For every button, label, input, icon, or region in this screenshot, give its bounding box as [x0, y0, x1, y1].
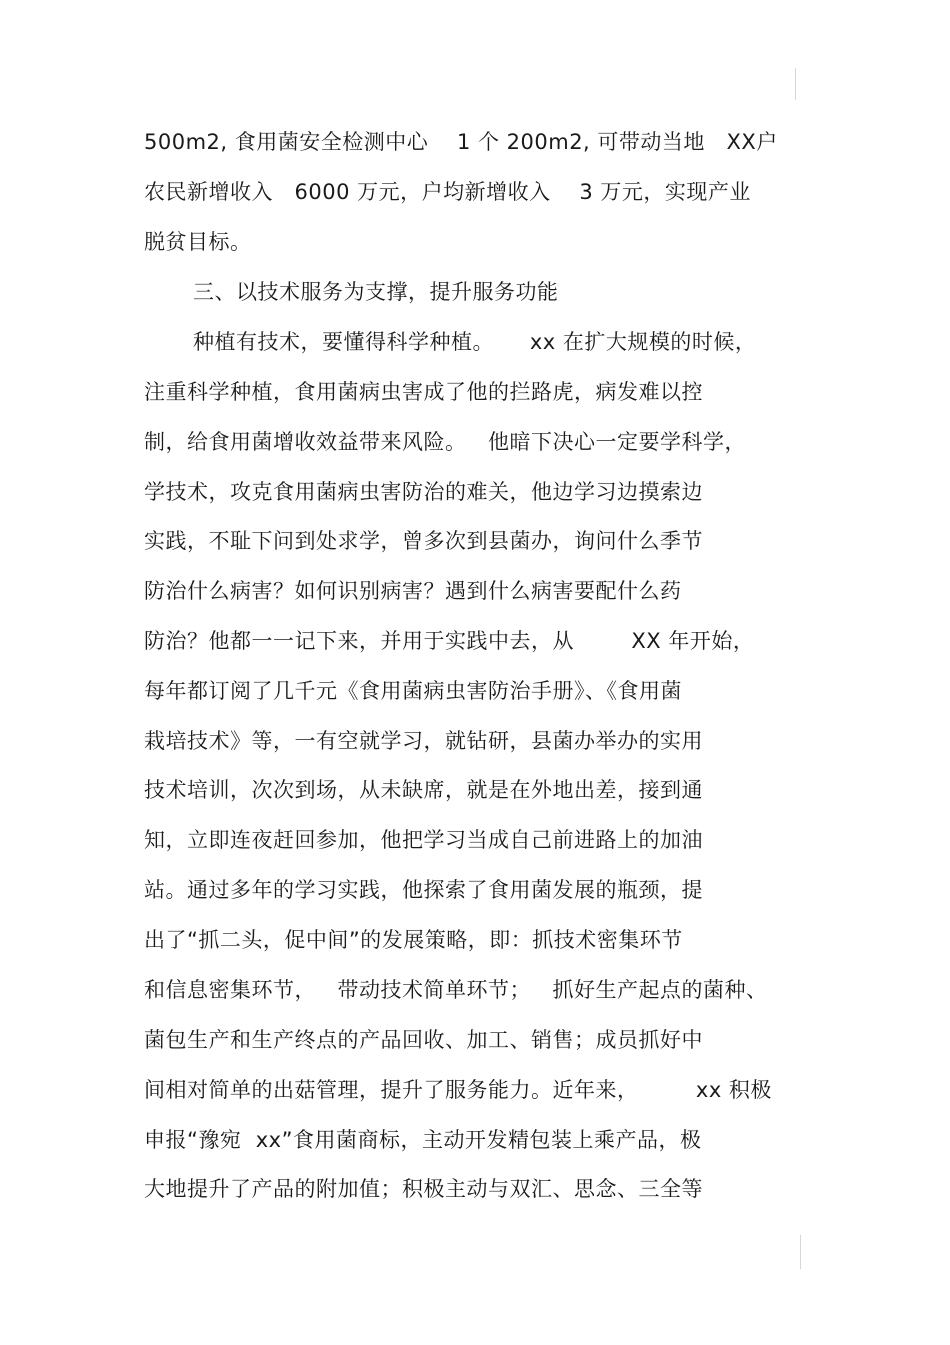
section-heading: 三、以技术服务为支撑，提升服务功能: [193, 280, 559, 304]
text-line-11: 防治？他都一一记下来，并用于实践中去，从 XX 年开始，: [144, 629, 755, 653]
text-line-10: 防治什么病害？如何识别病害？遇到什么病害要配什么药: [144, 579, 682, 603]
text-line-18: 和信息密集环节， 带动技术简单环节； 抓好生产起点的菌种、: [144, 978, 768, 1002]
text-line-9: 实践，不耻下问到处求学，曾多次到县菌办，询问什么季节: [144, 529, 703, 553]
page-edge-mark-bottom: [800, 1235, 801, 1269]
text-line-20: 间相对简单的出菇管理，提升了服务能力。近年来， xx 积极: [144, 1078, 772, 1102]
text-line-19: 菌包生产和生产终点的产品回收、加工、销售；成员抓好中: [144, 1028, 703, 1052]
text-line-13: 栽培技术》等，一有空就学习，就钻研，县菌办举办的实用: [144, 729, 703, 753]
text-line-3: 脱贫目标。: [144, 230, 252, 254]
text-line-7: 制，给食用菌增收效益带来风险。 他暗下决心一定要学科学，: [144, 430, 747, 454]
text-line-2: 农民新增收入 6000 万元，户均新增收入 3 万元，实现产业: [144, 180, 751, 204]
text-line-1: 500m2, 食用菌安全检测中心 1 个 200m2, 可带动当地 XX户: [144, 130, 778, 154]
text-line-21: 申报“豫宛 xx”食用菌商标，主动开发精包装上乘产品，极: [144, 1128, 702, 1152]
page-edge-mark-top: [795, 68, 796, 100]
text-line-22: 大地提升了产品的附加值；积极主动与双汇、思念、三全等: [144, 1177, 703, 1201]
text-line-5: 种植有技术，要懂得科学种植。 xx 在扩大规模的时候，: [193, 330, 757, 354]
text-line-16: 站。通过多年的学习实践，他探索了食用菌发展的瓶颈，提: [144, 878, 703, 902]
text-line-6: 注重科学种植，食用菌病虫害成了他的拦路虎，病发难以控: [144, 380, 703, 404]
text-line-15: 知，立即连夜赶回参加，他把学习当成自己前进路上的加油: [144, 828, 703, 852]
text-line-12: 每年都订阅了几千元《食用菌病虫害防治手册》、《食用菌: [144, 679, 682, 703]
text-line-8: 学技术，攻克食用菌病虫害防治的难关，他边学习边摸索边: [144, 480, 703, 504]
text-line-14: 技术培训，次次到场，从未缺席，就是在外地出差，接到通: [144, 778, 703, 802]
text-line-17: 出了“抓二头，促中间”的发展策略，即：抓技术密集环节: [144, 928, 683, 952]
